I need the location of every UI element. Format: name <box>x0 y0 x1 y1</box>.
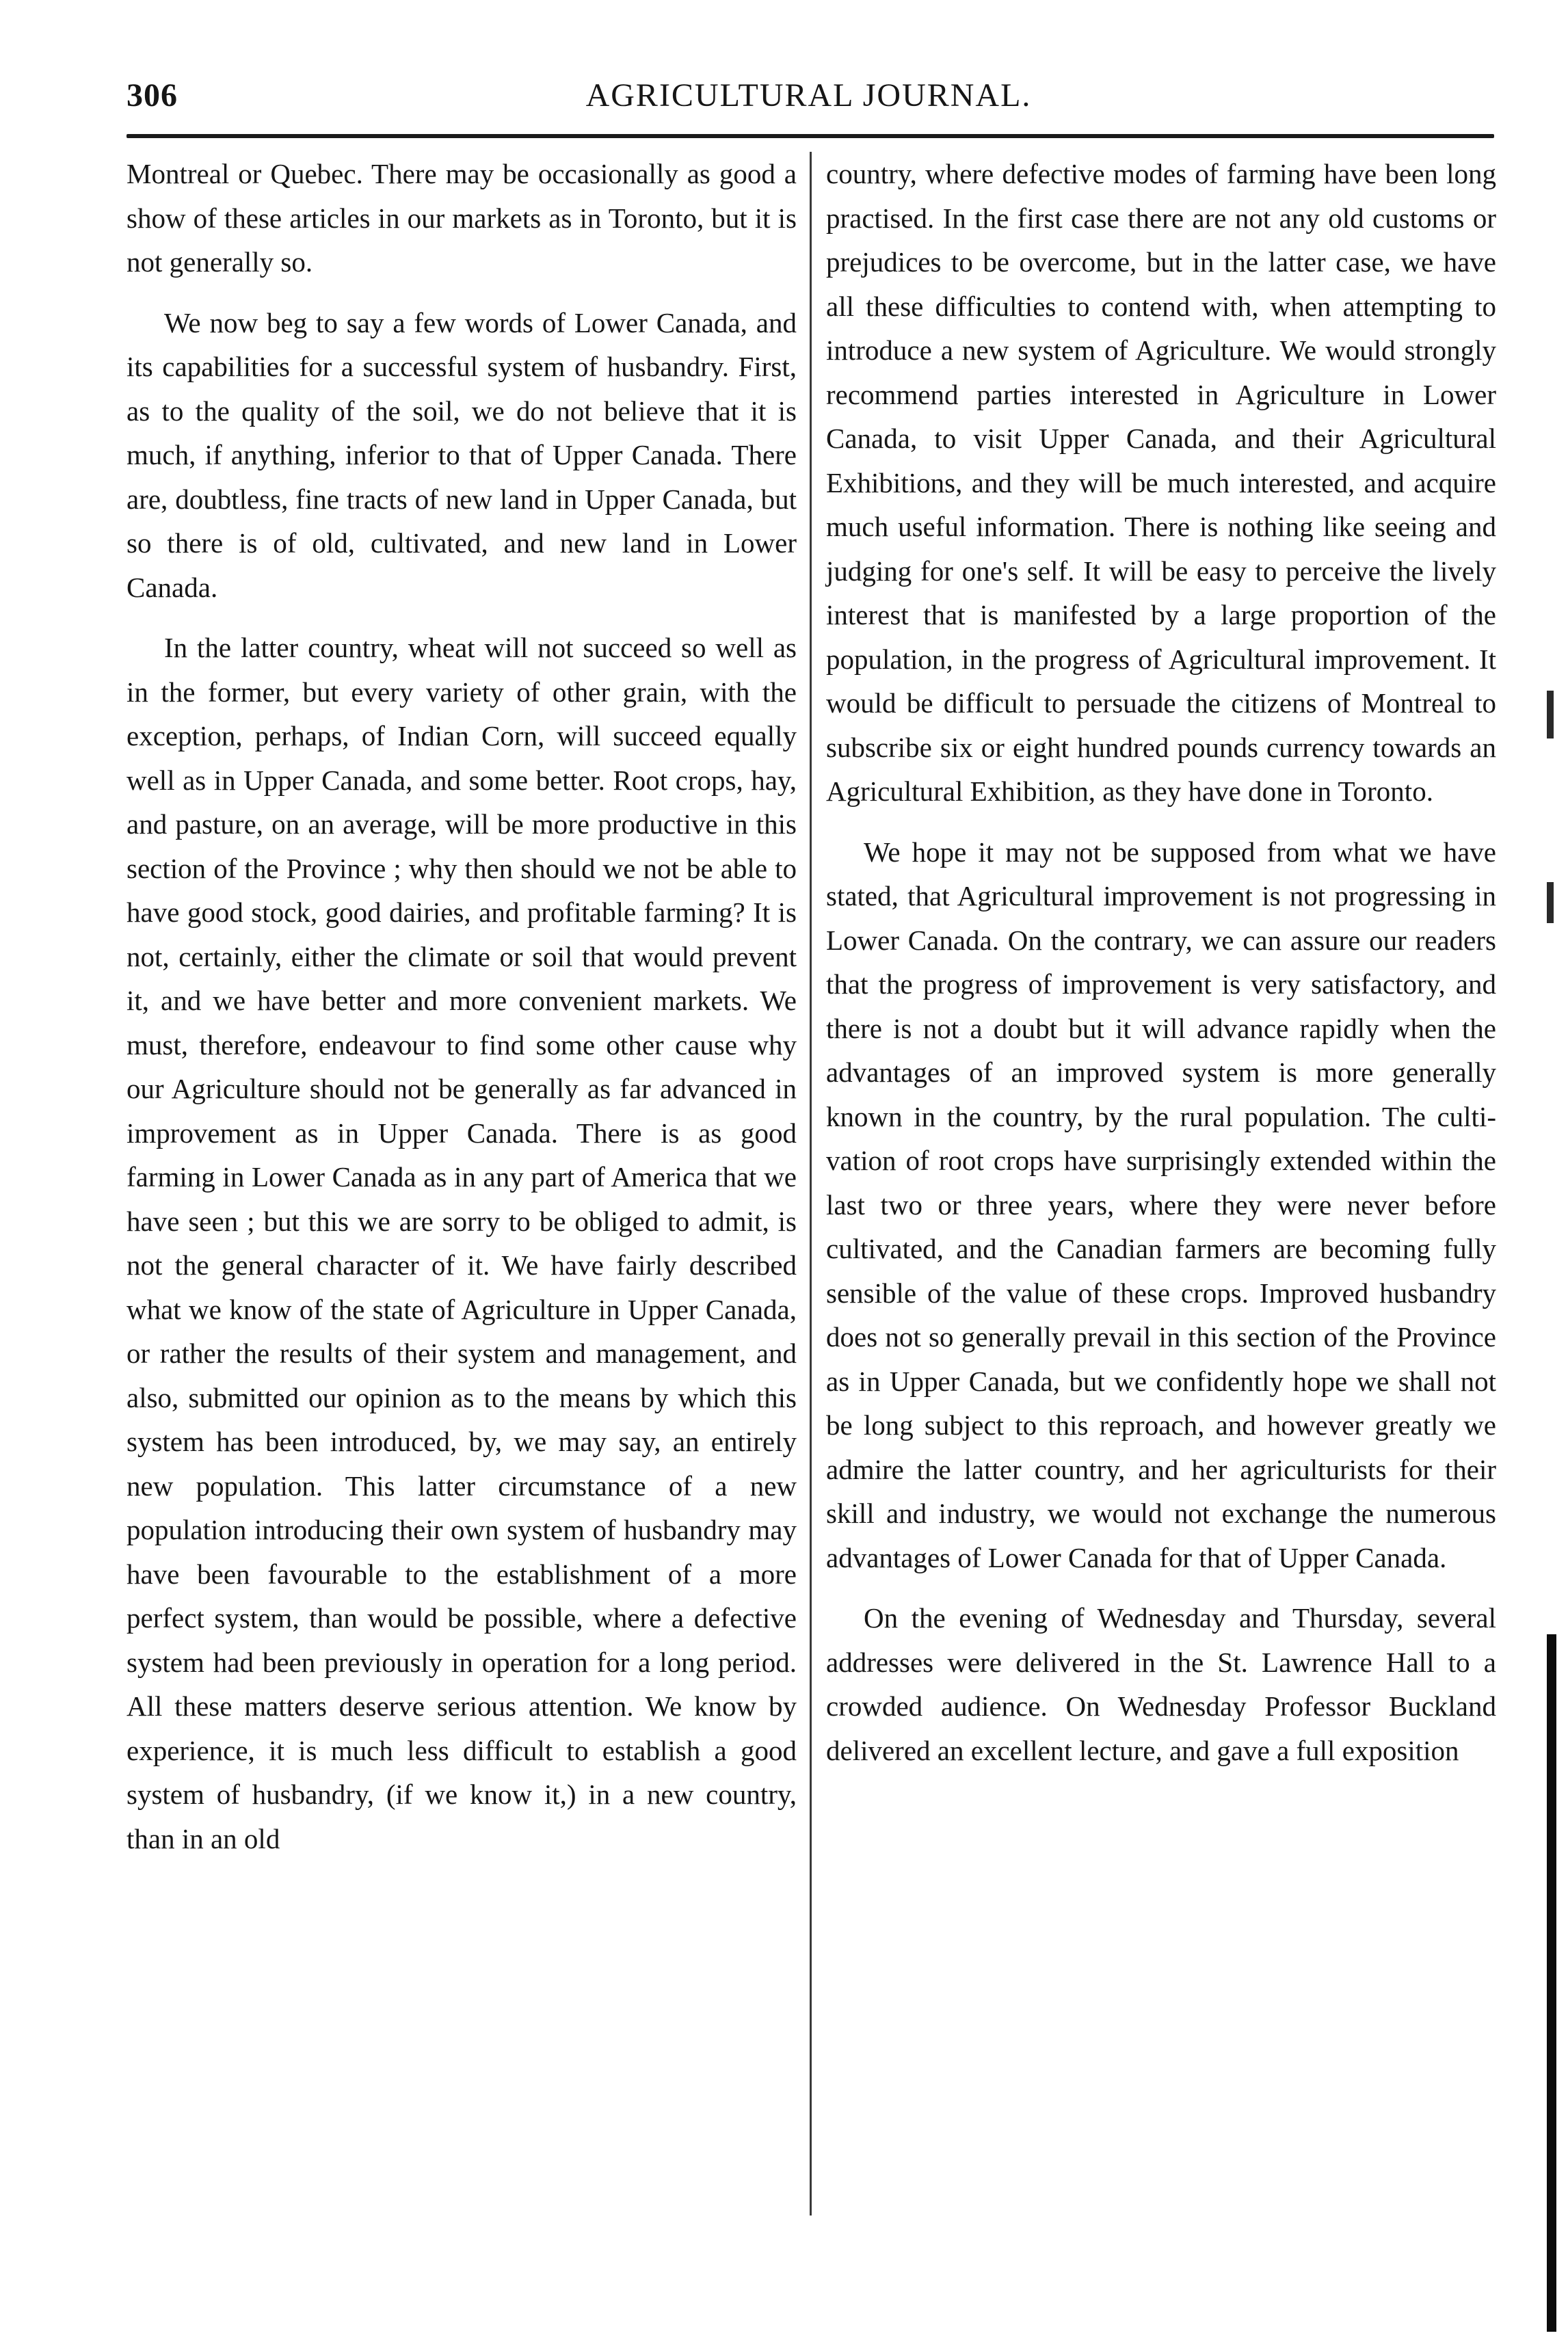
paragraph: We now beg to say a few words of Lower Canada, and its capabilities for a successful system of husbandry. First, as to the quality of the soil, we do not believe that it is much, if anything, inferior to that of Upper Canada. There are, doubtless, fine tracts of new land in Upper Canada, but so there is of old, cultivated, and new land in Lower Canada. <box>127 306 797 603</box>
column-divider <box>810 152 812 2215</box>
left-column <box>127 152 797 1877</box>
scan-edge-bar <box>1547 1634 1556 2332</box>
page-header <box>127 77 1491 124</box>
paragraph: Montreal or Quebec. There may be occasionally as good a show of these articles in our markets as in Toronto, but it is not generally so. <box>127 158 797 278</box>
paragraph: We hope it may not be supposed from what we have stated, that Agricultural improvement is not progressing in Lower Canada. On the contrary, we can assure our readers that the progress of improvement is very satisfactory, and there is not a doubt but it will advance rapidly when the advantages of an improved system is more generally known in the country, by the rural population. The cultivation of root crops have surprisingly extended within the last two or three years, where they were never before cultivated, and the Canadian farmers are becoming fully sensible of the value of these crops. Improved husbandry does not so generally prevail in this section of the Province as in Upper Canada, but we confidently hope we shall not be long subject to this reproach, and however greatly we admire the latter country, and her agriculturists for their skill and industry, we would not exchange the numerous advantages of Lower Canada for that of Upper Canada. <box>826 836 1496 1573</box>
scan-edge-mark <box>1547 691 1554 738</box>
running-title: AGRICULTURAL JOURNAL. <box>585 77 1032 114</box>
scan-edge-mark <box>1547 882 1554 923</box>
header-rule <box>127 134 1494 138</box>
paragraph: country, where defective modes of farming have been long practised. In the first case there are not any old customs or prejudices to be overcome, but in the latter case, we have all these difficulties to contend with, when attempting to introduce a new system of Agriculture. We would strongly recommend parties interested in Agriculture in Lower Canada, to visit Upper Canada, and their Agricultural Exhibitions, and they will be much interested, and acquire much useful information. There is nothing like seeing and judging for one's self. It will be easy to perceive the lively interest that is manifested by a large proportion of the population, in the progress of Agricultural improvement. It would be difficult to persuade the citizens of Montreal to subscribe six or eight hundred pounds currency towards an Agricultural Exhibition, as they have done in Toronto. <box>826 158 1496 807</box>
page-number: 306 <box>127 77 178 114</box>
right-column <box>826 152 1496 1789</box>
paragraph: On the evening of Wednesday and Thursday, several addresses were delivered in the St. Lawrence Hall to a crowded audience. On Wednesday Professor Buckland delivered an excellent lecture, and gave a full exposition <box>826 1602 1496 1766</box>
paragraph: In the latter country, wheat will not succeed so well as in the former, but every variety of other grain, with the exception, perhaps, of Indian Corn, will succeed equally well as in Upper Canada, and some better. Root crops, hay, and pasture, on an average, will be more productive in this section of the Province ; why then should we not be able to have good stock, good dairies, and profitable farming? It is not, certainly, either the climate or soil that would prevent it, and we have better and more convenient markets. We must, therefore, endeavour to find some other cause why our Agriculture should not be generally as far advanced in improvement as in Upper Canada. There is as good farming in Lower Canada as in any part of America that we have seen ; but this we are sorry to be obliged to admit, is not the general character of it. We have fairly described what we know of the state of Agriculture in Upper Canada, or rather the results of their system and management, and also, submitted our opinion as to the means by which this system has been introduced, by, we may say, an entirely new population. This latter circumstance of a new population introducing their own system of husbandry may have been favourable to the establishment of a more perfect system, than would be possible, where a defective system had been previously in operation for a long period. All these matters deserve serious attention. We know by experience, it is much less difficult to establish a good system of husbandry, (if we know it,) in a new country, than in an old <box>127 632 797 1854</box>
